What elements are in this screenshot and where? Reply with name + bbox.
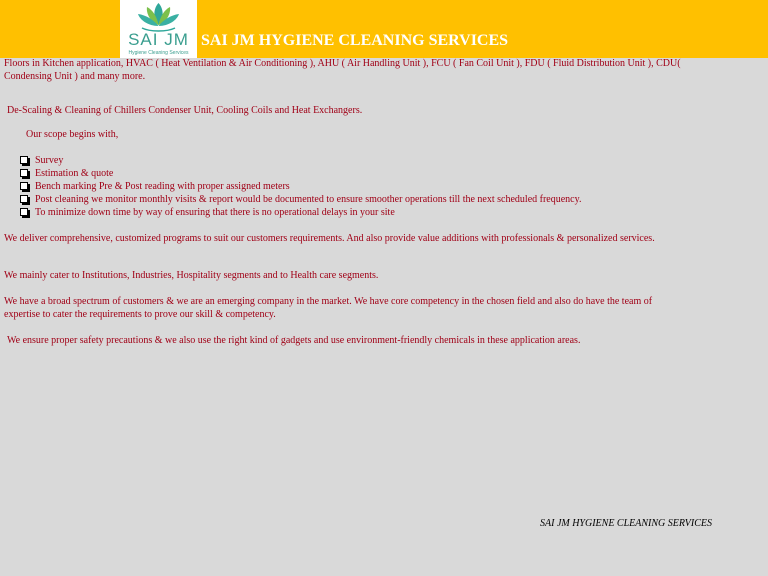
checkbox-bullet-icon <box>20 169 28 177</box>
scope-list <box>20 154 581 219</box>
customers-paragraph: We have a broad spectrum of customers & we are an emerging company in the market. We have core competency in the chosen field and also do have the team of expertise to cater the requirements to prove our skill & competency. <box>4 296 653 320</box>
intro-paragraph: Floors in Kitchen application, HVAC ( Heat Ventilation & Air Conditioning ), AHU ( Air Handling Unit ), FCU ( Fan Coil Unit ), FDU ( Fluid Distribution Unit ), CDU( Condensing Unit ) and many more. <box>4 58 681 82</box>
list-item <box>20 167 581 180</box>
scope-heading: Our scope begins with, <box>26 129 119 140</box>
programs-paragraph: We deliver comprehensive, customized programs to suit our customers requirements. And also provide value additions with professionals & personalized services. <box>4 233 655 244</box>
list-item-label: Estimation & quote <box>35 168 114 179</box>
logo-tagline: Hygiene Cleaning Services <box>128 50 189 56</box>
list-item <box>20 154 581 167</box>
checkbox-bullet-icon <box>20 182 28 190</box>
company-logo <box>120 0 197 58</box>
checkbox-bullet-icon <box>20 156 28 164</box>
footer-text: SAI JM HYGIENE CLEANING SERVICES <box>540 518 713 529</box>
lotus-icon <box>120 0 197 34</box>
list-item-label: Survey <box>35 155 64 166</box>
descaling-paragraph: De-Scaling & Cleaning of Chillers Condenser Unit, Cooling Coils and Heat Exchangers. <box>7 105 363 116</box>
checkbox-bullet-icon <box>20 208 28 216</box>
segments-paragraph: We mainly cater to Institutions, Industries, Hospitality segments and to Health care segments. <box>4 270 379 281</box>
list-item <box>20 180 581 193</box>
list-item-label: Bench marking Pre & Post reading with proper assigned meters <box>35 181 290 192</box>
page-title: SAI JM HYGIENE CLEANING SERVICES <box>201 32 509 49</box>
list-item <box>20 193 581 206</box>
list-item-label: To minimize down time by way of ensuring that there is no operational delays in your site <box>35 207 395 218</box>
list-item <box>20 206 581 219</box>
list-item-label: Post cleaning we monitor monthly visits & report would be documented to ensure smoother operations till the next scheduled frequency. <box>35 194 582 205</box>
safety-paragraph: We ensure proper safety precautions & we also use the right kind of gadgets and use environment-friendly chemicals in these application areas. <box>7 335 581 346</box>
checkbox-bullet-icon <box>20 195 28 203</box>
logo-name: SAI JM <box>128 30 189 49</box>
